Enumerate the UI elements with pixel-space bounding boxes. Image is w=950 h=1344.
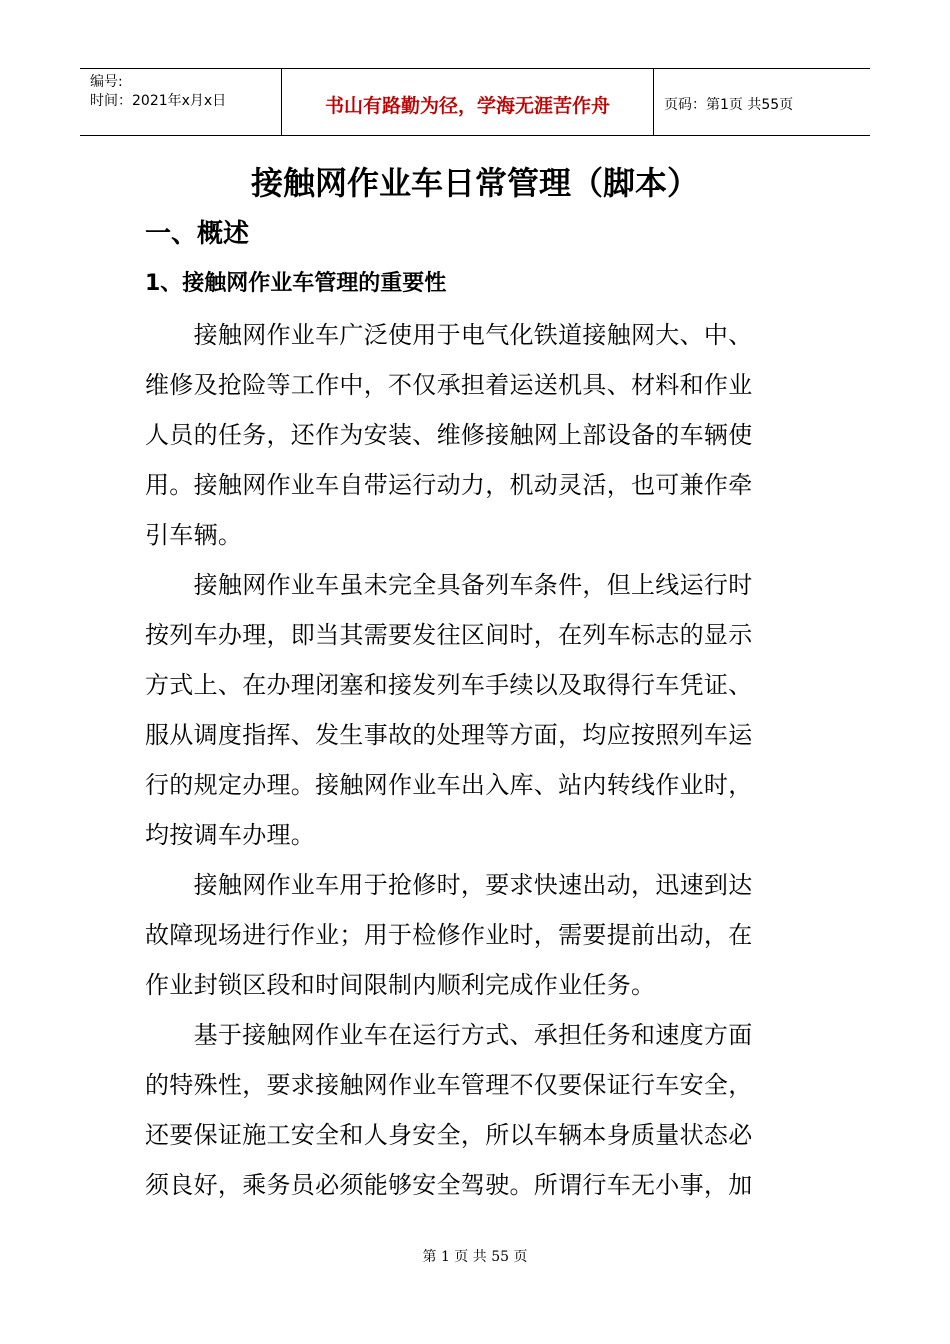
- text-line: 人员的任务，还作为安装、维修接触网上部设备的车辆使: [145, 421, 753, 449]
- text-line: 接触网作业车用于抢修时，要求快速出动，迅速到达: [145, 871, 753, 899]
- page-header: [80, 68, 870, 136]
- text-line: 用。接触网作业车自带运行动力，机动灵活，也可兼作牵: [145, 471, 753, 499]
- header-page-info: 页码：第1页 共55页: [664, 97, 794, 113]
- text-line: 行的规定办理。接触网作业车出入库、站内转线作业时，: [145, 771, 753, 799]
- header-motto: 书山有路勤为径，学海无涯苦作舟: [282, 69, 654, 135]
- text-line: 的特殊性，要求接触网作业车管理不仅要保证行车安全，: [145, 1071, 753, 1099]
- header-meta-cell: [80, 69, 282, 135]
- section-heading: 一、概述: [145, 219, 250, 249]
- text-line: 须良好，乘务员必须能够安全驾驶。所谓行车无小事，加: [145, 1171, 753, 1199]
- text-line: 按列车办理，即当其需要发往区间时，在列车标志的显示: [145, 621, 753, 649]
- text-line: 基于接触网作业车在运行方式、承担任务和速度方面: [145, 1021, 753, 1049]
- text-line: 维修及抢险等工作中，不仅承担着运送机具、材料和作业: [145, 371, 753, 399]
- document-title: 接触网作业车日常管理（脚本）: [250, 164, 699, 202]
- document-time-label: 时间：2021年x月x日: [90, 93, 227, 109]
- text-line: 接触网作业车广泛使用于电气化铁道接触网大、中、: [145, 321, 753, 349]
- text-line: 作业封锁区段和时间限制内顺利完成作业任务。: [145, 971, 656, 999]
- text-line: 均按调车办理。: [145, 821, 316, 849]
- text-line: 方式上、在办理闭塞和接发列车手续以及取得行车凭证、: [145, 671, 753, 699]
- body-text: [145, 310, 785, 1210]
- text-line: 接触网作业车虽未完全具备列车条件，但上线运行时: [145, 571, 753, 599]
- text-line: 引车辆。: [145, 521, 243, 549]
- text-line: 还要保证施工安全和人身安全，所以车辆本身质量状态必: [145, 1121, 753, 1149]
- document-number-label: 编号:: [90, 74, 123, 90]
- text-line: 服从调度指挥、发生事故的处理等方面，均应按照列车运: [145, 721, 753, 749]
- subsection-heading: 1、接触网作业车管理的重要性: [145, 271, 447, 296]
- page-footer: 第 1 页 共 55 页: [422, 1249, 528, 1265]
- text-line: 故障现场进行作业；用于检修作业时，需要提前出动，在: [145, 921, 753, 949]
